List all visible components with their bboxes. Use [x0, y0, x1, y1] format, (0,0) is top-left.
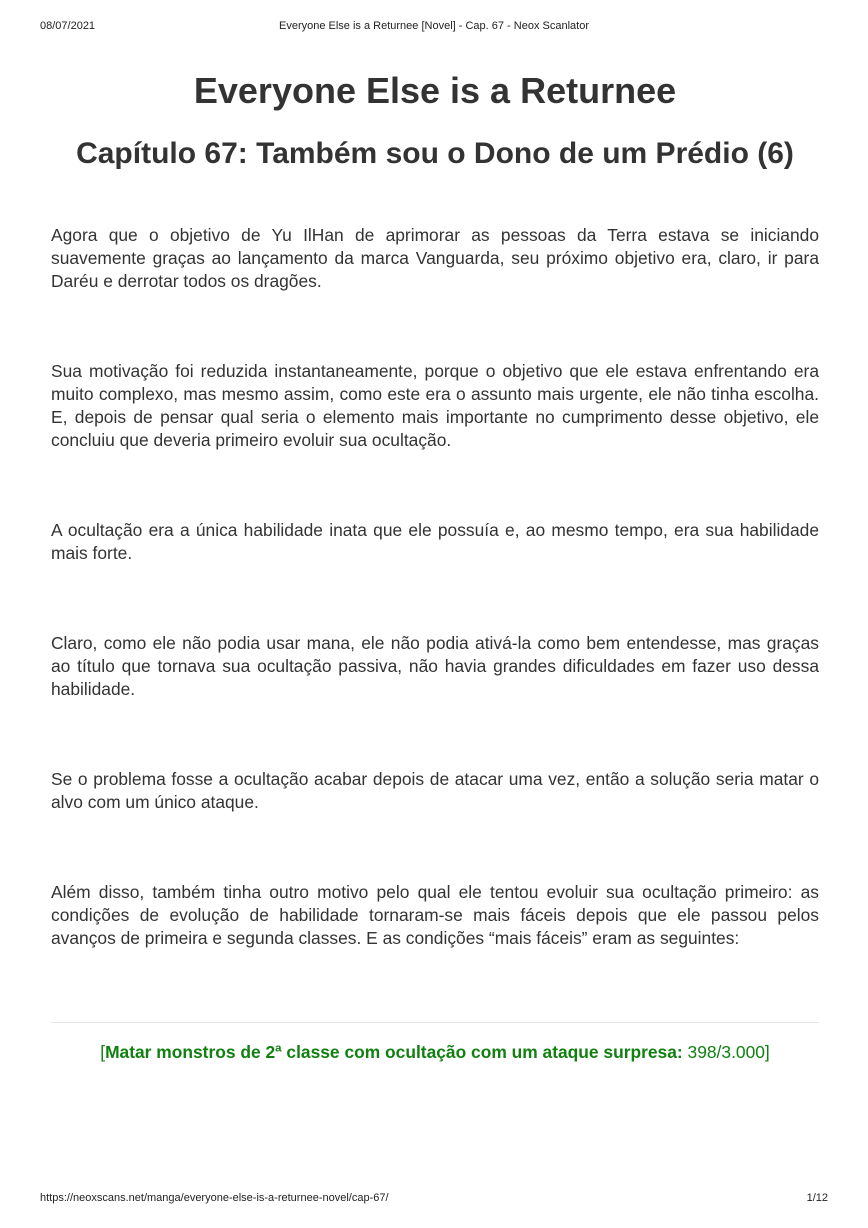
quest-open-bracket: [: [100, 1042, 106, 1062]
paragraph: Se o problema fosse a ocultação acabar depois de atacar uma vez, então a solução seria matar o alvo com um único ataque.: [51, 769, 819, 812]
page-indicator: 1/12: [806, 1192, 828, 1204]
paragraph: Além disso, também tinha outro motivo pelo qual ele tentou evoluir sua ocultação primeiro: as condições de evolução de habilidade tornaram-se mais fáceis depois que ele passou pelos avanços de primeira e segunda classes. E as condições “mais fáceis” eram as seguintes:: [51, 882, 819, 948]
quest-close-bracket: ]: [764, 1042, 770, 1062]
quest-progress: [51, 1040, 819, 1064]
quest-progress-value: 398/3.000: [687, 1042, 765, 1062]
paragraph: A ocultação era a única habilidade inata que ele possuía e, ao mesmo tempo, era sua habilidade mais forte.: [51, 520, 819, 563]
quest-label: Matar monstros de 2ª classe com ocultação com um ataque surpresa:: [105, 1042, 683, 1062]
chapter-title: Capítulo 67: Também sou o Dono de um Prédio (6): [76, 137, 794, 170]
article: [51, 66, 819, 1064]
paragraph: Claro, como ele não podia usar mana, ele não podia ativá-la como bem entendesse, mas graças ao título que tornava sua ocultação passiva, não havia grandes dificuldades em fazer uso dessa habilidade.: [51, 633, 819, 699]
page-url: https://neoxscans.net/manga/everyone-else-is-a-returnee-novel/cap-67/: [40, 1192, 389, 1204]
chapter-body: [51, 224, 819, 950]
print-date: 08/07/2021: [40, 20, 96, 32]
document-title: Everyone Else is a Returnee [Novel] - Cap. 67 - Neox Scanlator: [279, 20, 589, 32]
print-header: [40, 20, 828, 36]
print-footer: [40, 1192, 828, 1208]
divider: [51, 1022, 819, 1023]
paragraph: Agora que o objetivo de Yu IlHan de aprimorar as pessoas da Terra estava se iniciando suavemente graças ao lançamento da marca Vanguarda, seu próximo objetivo era, claro, ir para Daréu e derrotar todos os dragões.: [51, 225, 819, 291]
novel-title: Everyone Else is a Returnee: [193, 70, 677, 111]
paragraph: Sua motivação foi reduzida instantaneamente, porque o objetivo que ele estava enfrentando era muito complexo, mas mesmo assim, como este era o assunto mais urgente, ele não tinha escolha. E, depois de pensar qual seria o elemento mais importante no cumprimento desse objetivo, ele concluiu que deveria primeiro evoluir sua ocultação.: [51, 361, 819, 450]
